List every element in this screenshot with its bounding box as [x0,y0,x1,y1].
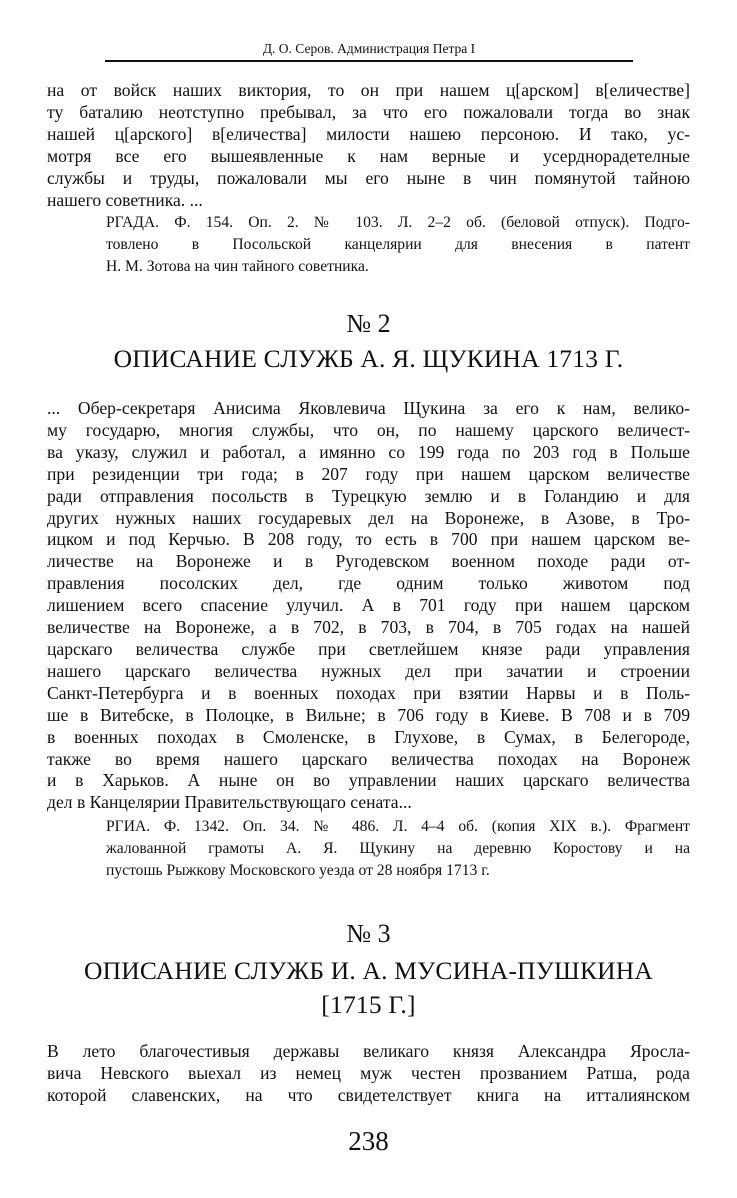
text-line: на от войск наших виктория, то он при нашем ц[арском] в[еличестве] [47,80,690,100]
text-line: ва указу, служил и работал, а имянно со 199 года по 203 год в Польше [47,441,690,462]
text-line: дел в Канцелярии Правительствующаго сената... [47,792,412,813]
text-line: в военных походах в Смоленске, в Глухове, в Сумах, в Белегороде, [47,726,690,747]
doc3-paragraph [47,1041,690,1107]
text-line: ... Обер-секретаря Анисима Яковлевича Щукина за его к нам, велико- [47,398,690,418]
doc2-paragraph [47,398,690,814]
text-line: нашего советника. ... [47,189,203,210]
doc3-heading-line1: ОПИСАНИЕ СЛУЖБ И. А. МУСИНА-ПУШКИНА [83,956,654,985]
text-line: царскаго величества службе при светлейшем князе ради управления [47,638,690,659]
text-line: также во время нашего царскаго величества походах на Воронеж [47,748,690,769]
source-line: РГАДА. Ф. 154. Оп. 2. № 103. Л. 2–2 об. (беловой отпуск). Подго- [106,214,690,231]
text-line: ту баталию неотступно пребывал, за что его пожаловали тогда во знак [47,101,690,122]
text-line: лишением всего спасение улучил. А в 701 году при нашем царском [47,595,690,616]
text-line: нашего царскаго величества нужных дел при зачатии и строении [47,660,690,681]
text-line: вича Невского выехал из немец муж честен прозванием Ратша, рода [47,1062,690,1083]
text-line: правления посолских дел, где одним только животом под [47,573,690,594]
source-line: пустошь Рыжкову Московского уезда от 28 ноября 1713 г. [106,861,490,879]
text-line: других нужных наших государевых дел на Воронеже, в Азове, в Тро- [47,507,690,528]
text-line: которой славенских, на что свидетелствует книга на итталиянском [47,1084,690,1105]
text-line: мотря все его вышеявленные к нам верные и усерднорадетелные [47,145,690,166]
text-line: ицком и под Керчью. В 208 году, то есть в 700 при нашем царском ве- [47,529,690,550]
doc2-heading: ОПИСАНИЕ СЛУЖБ А. Я. ЩУКИНА 1713 Г. [113,344,624,373]
text-line: величестве на Воронеже, а в 702, в 703, в 704, в 705 годах на нашей [47,617,690,638]
doc3-number: № 3 [346,919,391,948]
text-line: В лето благочестивыя державы великаго князя Александра Яросла- [47,1041,690,1061]
doc2-number: № 2 [346,309,391,338]
doc2-source-note [106,816,690,882]
doc3-heading-line2: [1715 Г.] [321,990,416,1019]
text-line: ше в Витебске, в Полоцке, в Вильне; в 706 году в Киеве. В 708 и в 709 [47,704,690,725]
source-line: жалованной грамоты А. Я. Щукину на деревню Коростову и на [106,839,690,857]
text-line: при резиденции три года; в 207 году при нашем царском величестве [47,463,690,484]
page-number: 238 [348,1126,389,1156]
text-line: ради отправления посольств в Турецкую землю и в Голандию и для [47,485,690,506]
source-line: РГИА. Ф. 1342. Оп. 34. № 486. Л. 4–4 об. (копия XIX в.). Фрагмент [106,818,690,835]
text-line: и в Харьков. А ныне он во управлении наших царскаго величества [47,770,690,791]
source-line: товлено в Посольской канцелярии для внесения в патент [106,235,690,253]
text-line: личестве на Воронеже и в Ругодевском военном походе ради от- [47,551,690,572]
text-line: Санкт-Петербурга и в военных походах при взятии Нарвы и в Поль- [47,682,690,703]
intro-paragraph [47,80,690,211]
running-head: Д. О. Серов. Администрация Петра I [105,40,633,62]
text-line: нашей ц[арского] в[еличества] милости нашею персоною. И тако, ус- [47,123,690,144]
text-line: службы и труды, пожаловали мы его ныне в чин помянутой тайною [47,167,690,188]
text-line: му государю, многия службы, что он, по нашему царского величест- [47,419,690,440]
intro-source-note [106,212,690,278]
source-line: Н. М. Зотова на чин тайного советника. [106,257,369,275]
